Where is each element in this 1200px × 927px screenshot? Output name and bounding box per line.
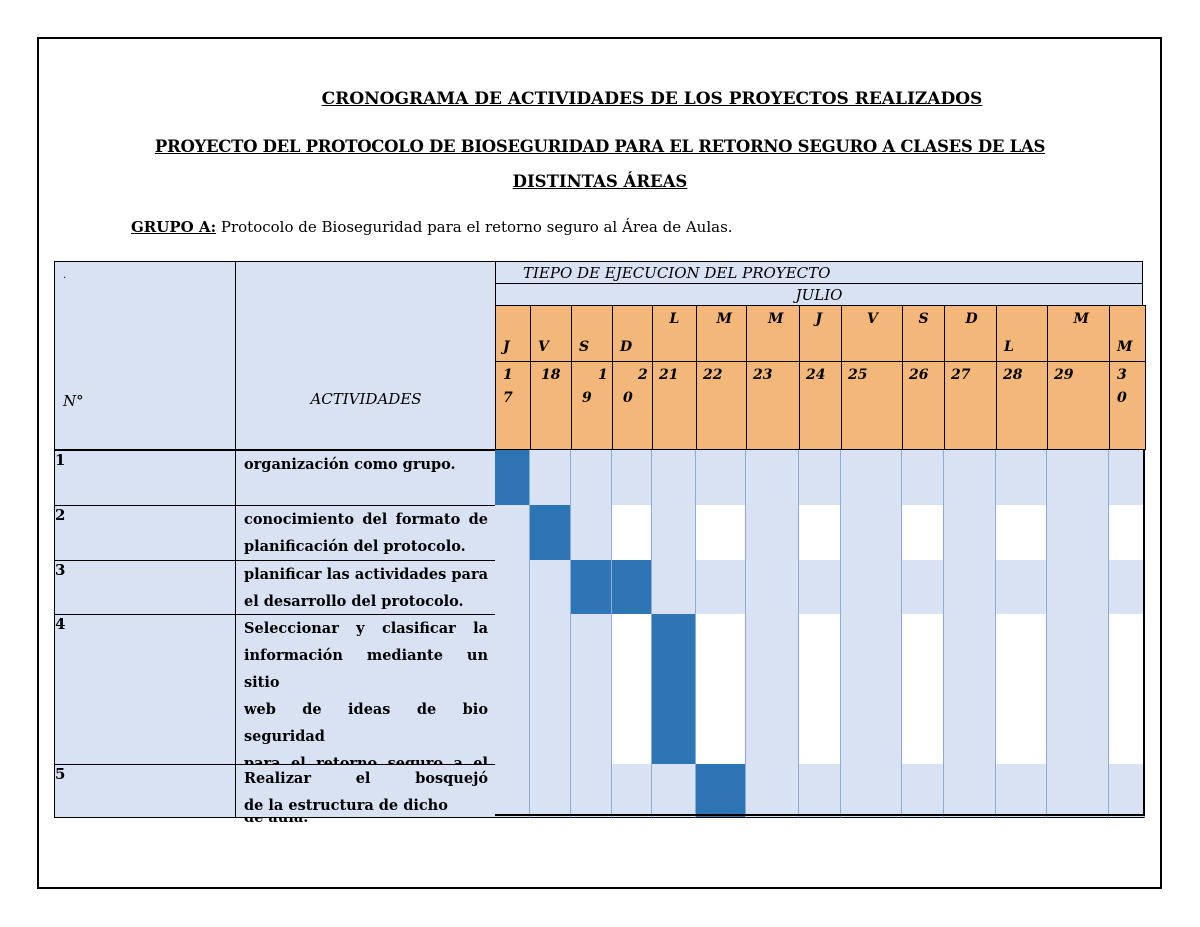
day-number-cell — [944, 361, 997, 450]
day-letter-cell — [944, 305, 997, 363]
schedule-cell — [902, 614, 944, 765]
schedule-bar — [696, 764, 746, 818]
day-number-cell — [696, 361, 747, 450]
month-header-cell — [495, 283, 1143, 307]
day-letter-cell — [652, 305, 697, 363]
group-text: Protocolo de Bioseguridad para el retorno seguro al Área de Aulas. — [216, 218, 733, 236]
row-number: 1 — [55, 451, 66, 469]
project-title-line-1: PROYECTO DEL PROTOCOLO DE BIOSEGURIDAD PARA EL RETORNO SEGURO A CLASES DE LAS — [154, 137, 1046, 156]
row-number-cell — [54, 614, 237, 765]
day-number: 29 — [1054, 367, 1074, 383]
activity-line: Seleccionar y clasificar la — [244, 620, 488, 637]
activity-cell — [235, 764, 497, 818]
day-letter-cell — [495, 305, 531, 363]
table-right-border — [1143, 450, 1145, 816]
number-column-header: N° — [63, 392, 84, 410]
day-letter: V — [538, 339, 549, 355]
table-bottom-border — [495, 814, 1145, 816]
schedule-cell — [799, 764, 841, 818]
day-number-cell — [612, 361, 653, 450]
page-title: CRONOGRAMA DE ACTIVIDADES DE LOS PROYECTOS REALIZADOS — [321, 89, 983, 109]
schedule-cell — [799, 614, 841, 765]
schedule-cell — [652, 505, 696, 561]
schedule-cell — [612, 764, 652, 818]
schedule-cell — [571, 505, 612, 561]
schedule-bar — [530, 505, 571, 561]
day-letter: J — [815, 311, 823, 327]
activity-line: planificar las actividades para — [244, 566, 488, 583]
day-number: 28 — [1003, 367, 1023, 383]
schedule-cell — [652, 764, 696, 818]
schedule-cell — [902, 560, 944, 615]
schedule-bar — [495, 450, 530, 506]
month-header: JULIO — [795, 286, 843, 304]
row-number: 4 — [55, 615, 66, 633]
day-letter: D — [965, 311, 978, 327]
activity-line: información mediante un sitio — [244, 647, 488, 691]
activity-line: planificación del protocolo. — [244, 538, 466, 555]
day-number-cell — [1047, 361, 1110, 450]
schedule-cell — [530, 764, 571, 818]
schedule-cell — [612, 505, 652, 561]
schedule-cell — [799, 505, 841, 561]
day-number-cell — [571, 361, 613, 450]
activity-line: de la estructura de dicho — [244, 797, 448, 814]
schedule-cell — [495, 505, 530, 561]
schedule-cell — [1047, 450, 1109, 506]
schedule-table — [54, 261, 1145, 816]
day-number-part: 3 — [1117, 367, 1127, 383]
activity-line: el desarrollo del protocolo. — [244, 593, 464, 610]
schedule-cell — [1109, 560, 1145, 615]
day-number-cell — [1109, 361, 1146, 450]
day-letter: J — [503, 339, 510, 355]
schedule-cell — [530, 450, 571, 506]
schedule-cell — [746, 560, 799, 615]
schedule-cell — [652, 450, 696, 506]
day-number-cell — [996, 361, 1048, 450]
execution-header-cell — [495, 261, 1143, 285]
schedule-cell — [996, 450, 1047, 506]
day-letter: M — [716, 311, 732, 327]
activity-line: Realizar el bosquejó — [244, 770, 488, 787]
schedule-cell — [1109, 764, 1145, 818]
schedule-cell — [996, 505, 1047, 561]
schedule-cell — [841, 614, 902, 765]
row-number: 3 — [55, 561, 66, 579]
schedule-cell — [944, 450, 996, 506]
schedule-cell — [495, 614, 530, 765]
schedule-cell — [841, 560, 902, 615]
schedule-cell — [612, 450, 652, 506]
schedule-cell — [799, 450, 841, 506]
day-number: 22 — [703, 367, 723, 383]
day-number: 26 — [909, 367, 929, 383]
activity-line: web de ideas de bio seguridad — [244, 701, 488, 745]
schedule-cell — [944, 560, 996, 615]
corner-mark: . — [63, 270, 67, 281]
day-number-part: 2 — [638, 367, 648, 383]
schedule-cell — [841, 505, 902, 561]
schedule-cell — [996, 614, 1047, 765]
schedule-cell — [996, 764, 1047, 818]
day-number: 21 — [659, 367, 679, 383]
row-number: 5 — [55, 765, 66, 783]
schedule-cell — [530, 560, 571, 615]
schedule-cell — [996, 560, 1047, 615]
schedule-cell — [902, 450, 944, 506]
day-letter-cell — [746, 305, 800, 363]
schedule-bar — [571, 560, 612, 615]
day-number-part: 0 — [1117, 390, 1127, 406]
day-letter-cell — [571, 305, 613, 363]
day-number-part: 7 — [503, 390, 513, 406]
day-number: 27 — [951, 367, 971, 383]
day-letter: D — [620, 339, 633, 355]
day-number-part: 1 — [598, 367, 608, 383]
schedule-cell — [696, 560, 746, 615]
schedule-cell — [1109, 505, 1145, 561]
day-number: 23 — [753, 367, 773, 383]
day-letter: M — [1117, 339, 1133, 355]
schedule-cell — [746, 505, 799, 561]
group-label: GRUPO A: — [131, 218, 217, 236]
schedule-cell — [612, 614, 652, 765]
activity-cell — [235, 614, 497, 765]
day-number-cell — [841, 361, 903, 450]
activity-cell — [235, 560, 497, 615]
day-letter: S — [918, 311, 929, 327]
schedule-cell — [746, 764, 799, 818]
schedule-cell — [841, 764, 902, 818]
schedule-cell — [1047, 764, 1109, 818]
number-header-cell — [54, 261, 237, 450]
day-number: 18 — [541, 367, 561, 383]
row-number-cell — [54, 505, 237, 561]
day-number: 24 — [806, 367, 826, 383]
day-letter: M — [1073, 311, 1089, 327]
day-letter: M — [768, 311, 784, 327]
day-letter-cell — [996, 305, 1048, 363]
schedule-cell — [571, 764, 612, 818]
day-letter: L — [1004, 339, 1014, 355]
schedule-cell — [696, 614, 746, 765]
day-letter-cell — [696, 305, 747, 363]
day-letter-cell — [1047, 305, 1110, 363]
group-description — [131, 218, 733, 236]
day-letter-cell — [841, 305, 903, 363]
day-number-cell — [902, 361, 945, 450]
activity-cell — [235, 505, 497, 561]
day-number-part: 1 — [503, 367, 513, 383]
day-letter: V — [867, 311, 878, 327]
schedule-cell — [841, 450, 902, 506]
schedule-cell — [571, 450, 612, 506]
row-number-cell — [54, 450, 237, 506]
day-letter: L — [669, 311, 680, 327]
day-letter-cell — [1109, 305, 1146, 363]
day-number: 25 — [848, 367, 868, 383]
row-number-cell — [54, 560, 237, 615]
project-title-line-2: DISTINTAS ÁREAS — [512, 172, 688, 191]
day-letter-cell — [612, 305, 653, 363]
day-number-cell — [495, 361, 531, 450]
schedule-cell — [1109, 614, 1145, 765]
schedule-cell — [902, 505, 944, 561]
schedule-cell — [495, 560, 530, 615]
schedule-cell — [944, 505, 996, 561]
activity-line: conocimiento del formato de — [244, 511, 488, 528]
day-number-cell — [652, 361, 697, 450]
row-number-cell — [54, 764, 237, 818]
day-number-part: 0 — [623, 390, 633, 406]
schedule-cell — [944, 614, 996, 765]
schedule-cell — [944, 764, 996, 818]
schedule-cell — [495, 764, 530, 818]
schedule-bar — [612, 560, 652, 615]
activity-column-header: ACTIVIDADES — [310, 390, 422, 408]
day-letter-cell — [799, 305, 842, 363]
activity-line: organización como grupo. — [244, 456, 456, 473]
schedule-cell — [1047, 560, 1109, 615]
schedule-cell — [799, 560, 841, 615]
day-number-part: 9 — [582, 390, 592, 406]
schedule-cell — [652, 560, 696, 615]
activity-header-cell — [235, 261, 497, 450]
schedule-cell — [571, 614, 612, 765]
schedule-cell — [902, 764, 944, 818]
row-number: 2 — [55, 506, 66, 524]
schedule-cell — [746, 614, 799, 765]
schedule-cell — [696, 450, 746, 506]
schedule-cell — [1109, 450, 1145, 506]
schedule-cell — [1047, 505, 1109, 561]
schedule-cell — [746, 450, 799, 506]
day-letter-cell — [902, 305, 945, 363]
schedule-cell — [530, 614, 571, 765]
day-number-cell — [799, 361, 842, 450]
schedule-bar — [652, 614, 696, 765]
day-number-cell — [530, 361, 572, 450]
schedule-cell — [1047, 614, 1109, 765]
activity-cell — [235, 450, 497, 506]
schedule-cell — [696, 505, 746, 561]
day-letter: S — [579, 339, 590, 355]
day-number-cell — [746, 361, 800, 450]
day-letter-cell — [530, 305, 572, 363]
execution-header: TIEPO DE EJECUCION DEL PROYECTO — [523, 264, 831, 282]
